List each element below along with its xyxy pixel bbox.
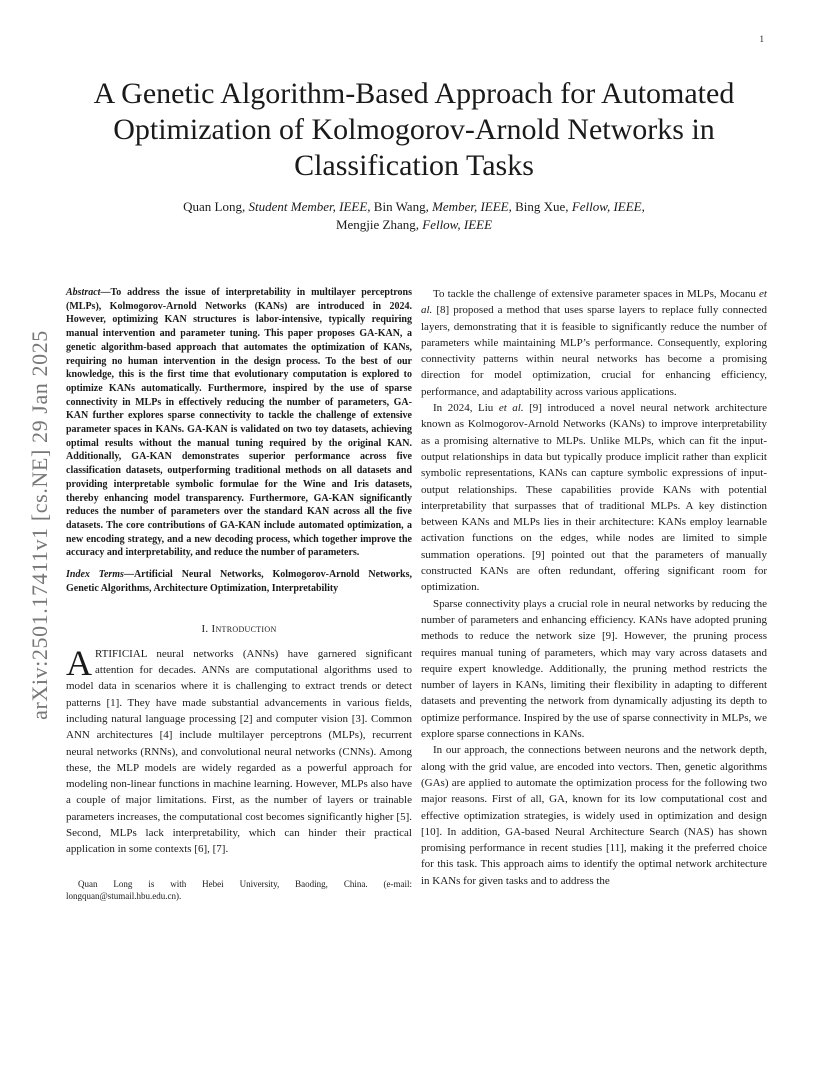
right-column [421,286,767,889]
abstract-text: —To address the issue of interpretability in multilayer perceptrons (MLPs), Kolmogorov-Arnold Networks (KANs) are introduced in 2024. However, optimizing KAN structures is labor-intensive, typically requiring manual intervention and parameter tuning. This paper proposes GA-KAN, a genetic algorithm-based approach that automates the optimization of KANs, requiring no human intervention in the design process. To the best of our knowledge, this is the first time that evolutionary computation is explored to optimize KANs automatically. Furthermore, inspired by the use of sparse connectivity in MLPs in effectively reducing the number of parameters, GA-KAN further explores sparse connectivity to tackle the challenge of extensive parameter spaces in KANs. GA-KAN is validated on two toy datasets, achieving optimal results without the manual tuning required by the original KAN. Additionally, GA-KAN demonstrates superior performance across five classification datasets, outperforming traditional methods on all datasets and providing interpretable symbolic formulae for the Wine and Iris datasets, thereby enhancing model transparency. Furthermore, GA-KAN significantly reduces the number of parameters over the standard KAN across all the five datasets. The core contributions of GA-KAN include automated optimization, a new encoding strategy, and a new decoding process, which together improve the accuracy and interpretability, and reduce the number of parameters. [66,287,412,559]
et-al-text: et al. [498,402,524,415]
left-column [66,286,412,902]
section-number: I. [201,623,212,636]
section-heading [66,621,412,637]
paragraph-text: To tackle the challenge of extensive parameter spaces in MLPs, Mocanu [433,288,760,300]
author-name: Bin Wang, [370,199,433,214]
author-affiliation: Fellow, IEEE [422,217,493,232]
paragraph-text: [8] proposed a method that uses sparse layers to replace fully connected layers, demonstrating that it is feasible to significantly reduce the number of parameters while maintaining MLP’s performance. Consequently, exploring connectivity patterns within neural networks has become a promising direction for model optimization, crucial for enhancing efficiency, performance, and adaptability across various applications. [421,304,767,398]
intro-paragraph [66,642,412,858]
et-al-text: et al. [421,288,767,317]
author-footnote: Quan Long is with Hebei University, Baoding, China. (e-mail: longquan@stumail.hbu.edu.cn). [66,878,412,901]
page-number: 1 [759,34,764,44]
index-terms-text: —Artificial Neural Networks, Kolmogorov-Arnold Networks, Genetic Algorithms, Architecture Optimization, Interpretability [66,569,412,594]
arxiv-identifier-sidebar [20,290,60,760]
author-affiliation: Member, IEEE, [432,199,512,214]
author-affiliation: Fellow, IEEE, [571,199,645,214]
drop-cap: A [66,642,92,683]
body-paragraph: Sparse connectivity plays a crucial role in neural networks by reducing the number of parameters and enhancing efficiency. KANs have adopted pruning methods to reduce the network size [9]. However, the pruning process requires manual tuning of parameters, which may vary across datasets and require expert knowledge. Additionally, the pruning method restricts the number of layers in KANs, limiting their flexibility in adapting to different datasets and preventing the network from dynamically adjusting its depth to optimize performance. Inspired by the use of sparse connectivity in MLPs, we explore sparse connections in KANs. [421,597,767,741]
author-name: Quan Long, [183,199,249,214]
author-name: Bing Xue, [511,199,572,214]
section-title: Introduction [211,623,277,636]
author-affiliation: Student Member, IEEE, [248,199,371,214]
arxiv-identifier: arXiv:2501.17411v1 [cs.NE] 29 Jan 2025 [27,330,53,720]
body-paragraph [421,400,767,596]
index-terms-label: Index Terms [66,569,124,581]
body-paragraph: In our approach, the connections between neurons and the network depth, along with the grid value, are encoded into vectors. Then, genetic algorithms (GAs) are applied to automate the optimization process for the following two major reasons. First of all, GA, known for its low computational cost and effective optimization strategies, is widely used in optimization and design [10]. In addition, GA-based Neural Architecture Search (NAS) has shown promising performance in recent studies [11], making it the preferred choice for this task. This approach aims to identify the optimal network architecture in KANs for given tasks and to address the [421,744,767,887]
index-terms [66,568,412,595]
paper-title: A Genetic Algorithm-Based Approach for Automated Optimization of Kolmogorov-Arnold Networks in Classification Tasks [93,77,735,182]
author-list [100,198,728,234]
paragraph-text: In 2024, Liu [433,402,499,415]
abstract-label: Abstract [66,287,101,298]
intro-paragraph-text: RTIFICIAL neural networks (ANNs) have garnered significant attention for decades. ANNs are computational algorithms used to model data in scenarios where it is challenging to extract trends or detect patterns [1]. They have made substantial advancements in various fields, including natural language processing [2] and computer vision [3]. Common ANN architectures [4] include multilayer perceptrons (MLPs), recurrent neural networks (RNNs), and convolutional neural networks (CNNs). Among these, the MLP models are widely regarded as a powerful approach for modeling non-linear functions in machine learning. However, MLPs also have a couple of major limitations. First, as the number of layers or trainable parameters increases, the computational cost becomes significantly higher [5]. Second, MLPs lack interpretability, which can hinder their practical application in some contexts [6], [7]. [66,647,412,856]
abstract [66,286,412,560]
body-paragraph [421,286,767,400]
paragraph-text: [9] introduced a novel neural network architecture known as Kolmogorov-Arnold Networks (KANs) to improve interpretability as a promising alternative to MLPs. Unlike MLPs, which can fit the input-output relationships in data but typically produce implicit rather than explicit symbolic representations, KANs can capture symbolic expressions of input-output relationships. These capabilities provide KANs with potential interpretability that surpasses that of traditional MLPs. A key distinction between KANs and MLPs lies in their architecture: KANs employ learnable activation functions on the edges, while nodes are limited to simple summation operations. [9] pointed out that the parameters of manually constructed KANs are often redundant, offering significant room for optimization. [421,402,768,594]
author-name: Mengjie Zhang, [335,217,423,232]
